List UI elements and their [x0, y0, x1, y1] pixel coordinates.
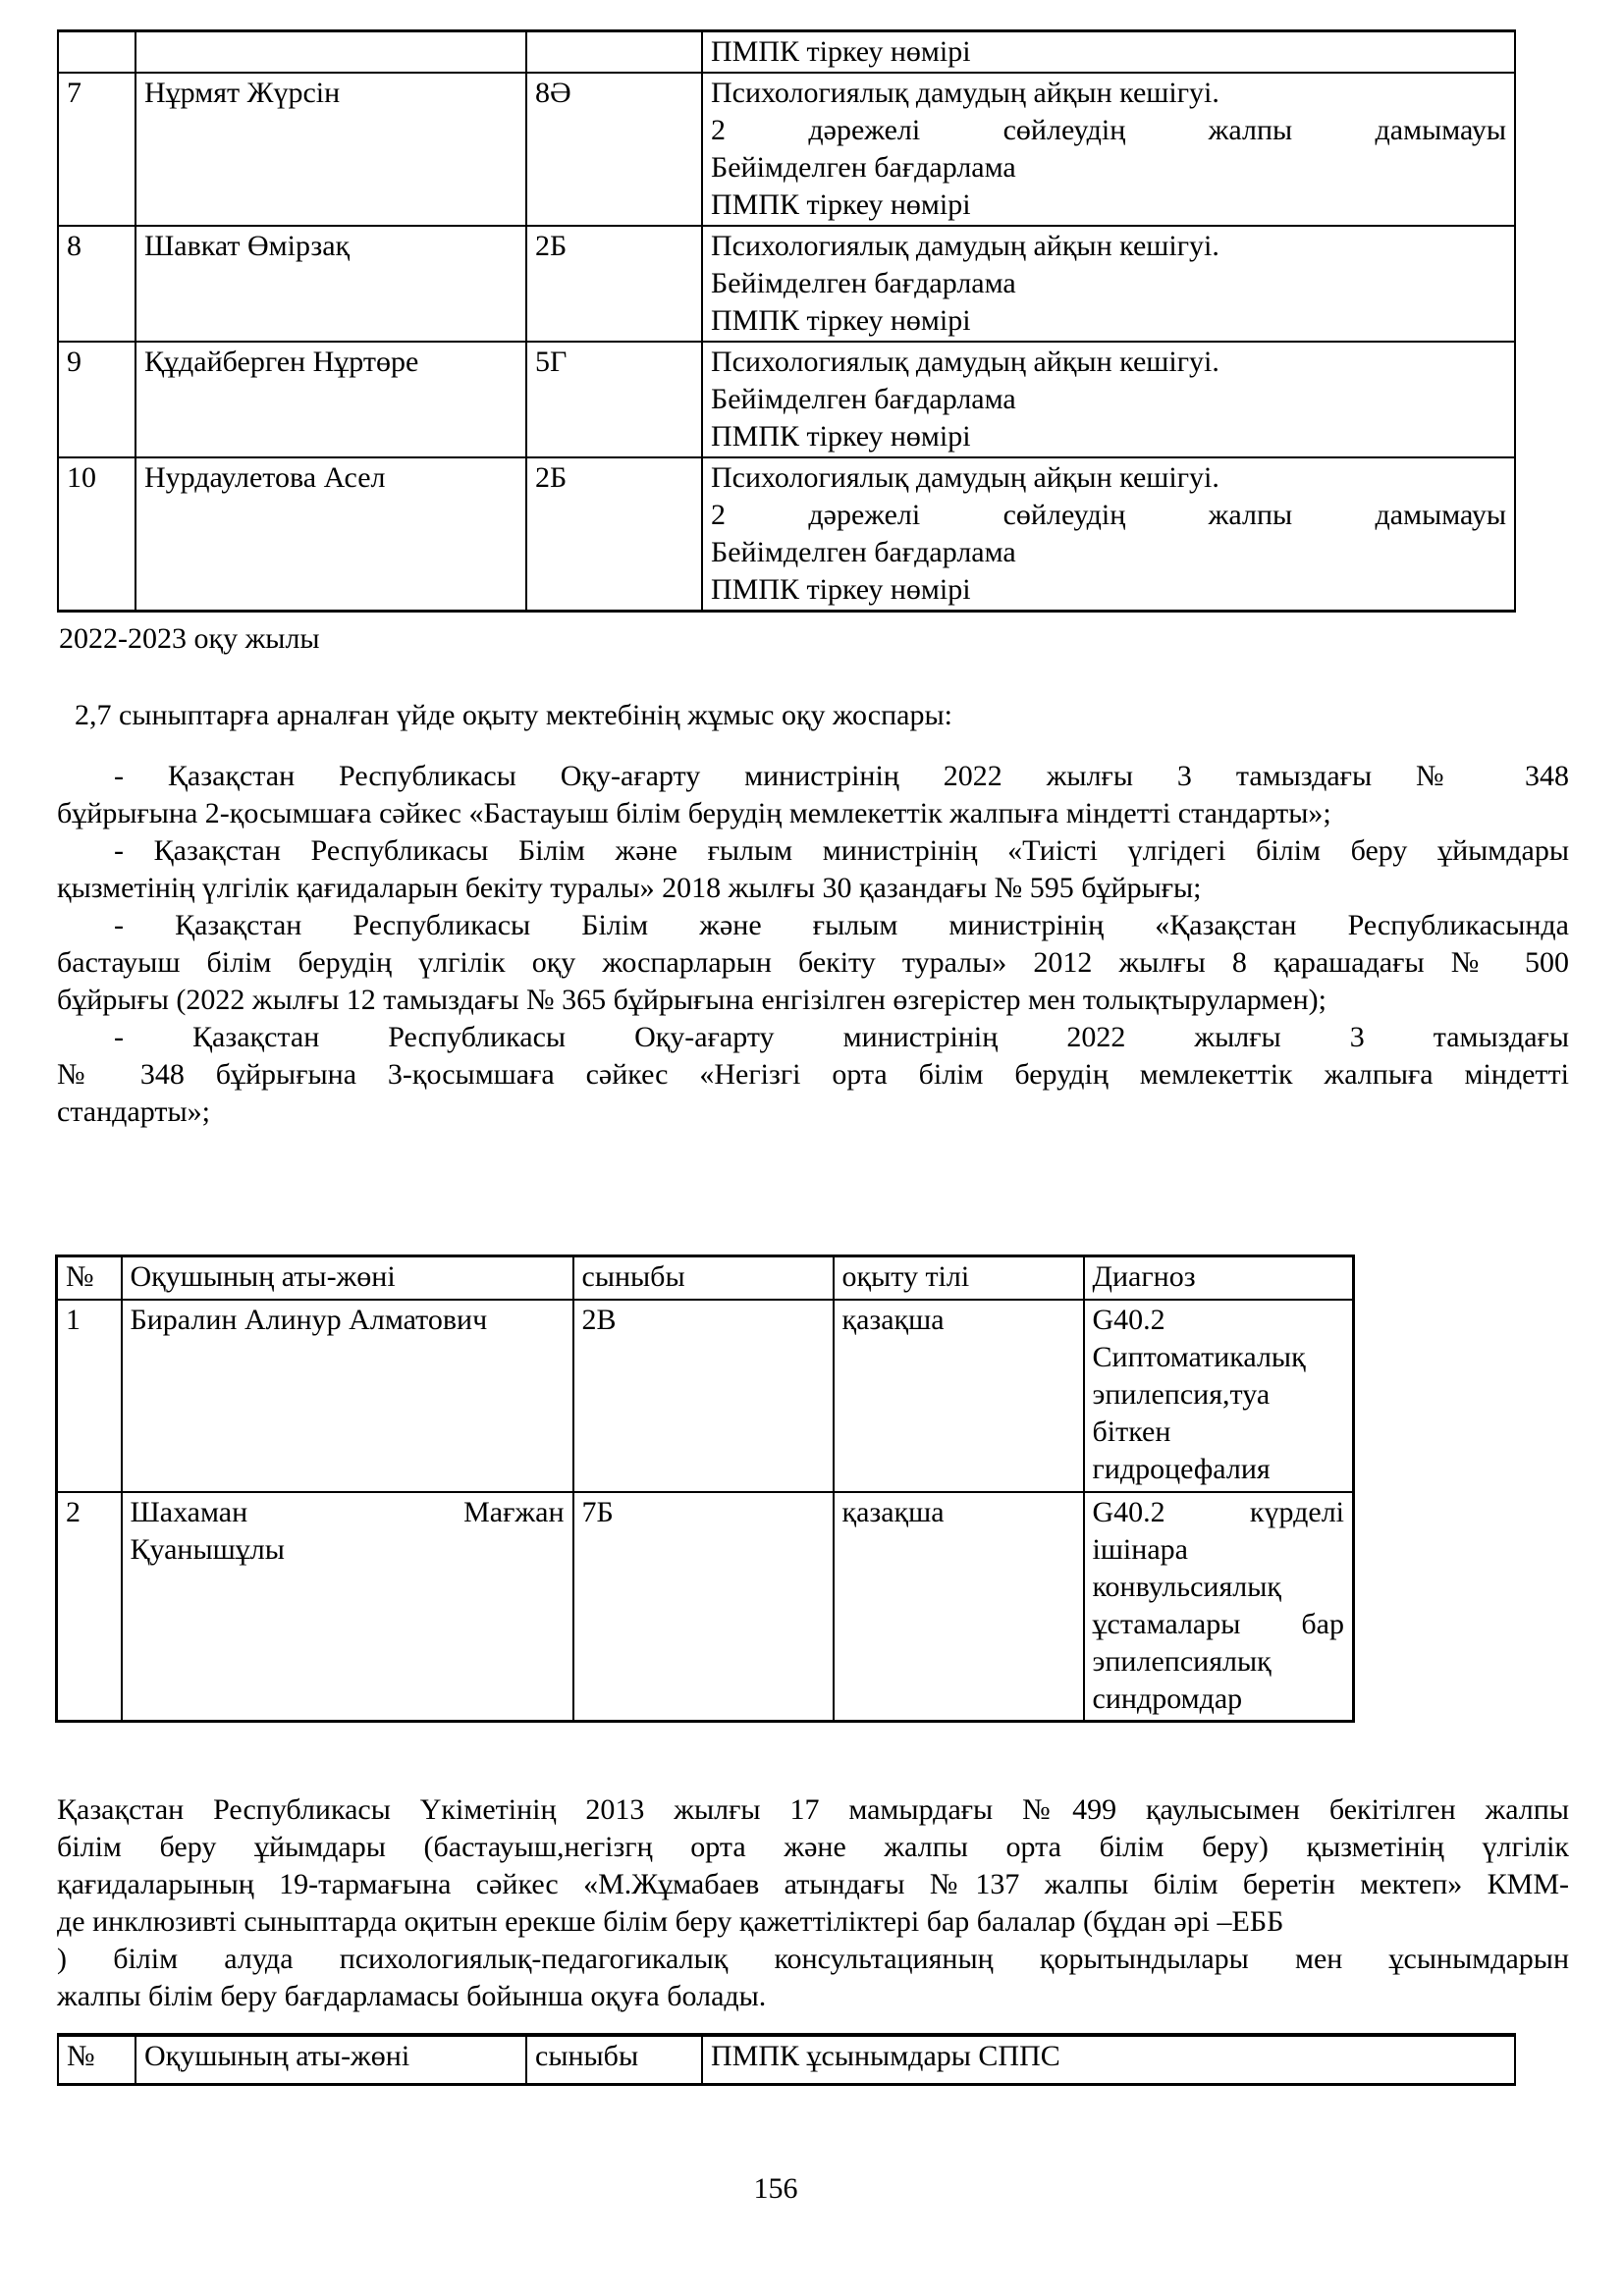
cell-number: 7: [58, 73, 135, 226]
diagnosis-line: ПМПК тіркеу нөмірі: [711, 573, 971, 606]
cell-diagnosis: [1084, 1300, 1354, 1492]
column-header-number: №: [58, 2035, 135, 2084]
cell-student-name: Нурдаулетова Асел: [135, 457, 526, 612]
diagnosis-line: конвульсиялық: [1092, 1570, 1281, 1603]
cell-number: 1: [57, 1300, 122, 1492]
table-row: [58, 73, 1515, 226]
cell-diagnosis: [702, 457, 1515, 612]
paragraph-line: де инклюзивті сыныптарда оқитын ерекше білім беру қажеттіліктері бар балалар (бұдан әрі –ЕББ: [57, 1905, 1284, 1938]
table-header-row: [58, 2035, 1515, 2084]
table-row: [57, 1300, 1354, 1492]
diagnosis-line: G40.2 күрделі: [1092, 1495, 1344, 1528]
paragraph-line: ) білім алуда психологиялық-педагогикалық консультацияның қорытындылары мен ұсынымдарын: [57, 1943, 1569, 1975]
diagnosis-line: Психологиялық дамудың айқын кешігуі.: [711, 77, 1219, 109]
name-line: Шахаман Мағжан: [130, 1495, 565, 1528]
diagnosis-line: 2 дәрежелі сөйлеудің жалпы дамымауы: [711, 114, 1506, 146]
paragraph-line: бұйрығы (2022 жылғы 12 тамыздағы № 365 бұйрығына енгізілген өзгерістер мен толықтырулармен);: [57, 984, 1326, 1016]
diagnosis-line: ПМПК тіркеу нөмірі: [711, 304, 971, 337]
inclusive-students-table: [55, 1255, 1355, 1723]
paragraph-line: - Қазақстан Республикасы Оқу-ағарту министрінің 2022 жылғы 3 тамыздағы: [114, 1021, 1569, 1053]
paragraph-line: Қазақстан Республикасы Үкіметінің 2013 жылғы 17 мамырдағы №499 қаулысымен бекітілген жалпы: [57, 1793, 1569, 1826]
cell-class: 7Б: [573, 1492, 834, 1722]
diagnosis-line: эпилепсиялық: [1092, 1644, 1272, 1678]
cell-class: 2В: [573, 1300, 834, 1492]
legal-basis-item: [57, 1019, 1569, 1131]
diagnosis-line: Бейімделген бағдарлама: [711, 383, 1016, 415]
diagnosis-line: Психологиялық дамудың айқын кешігуі.: [711, 461, 1219, 494]
diagnosis-line: ПМПК тіркеу нөмірі: [711, 420, 971, 453]
cell-class: [526, 31, 702, 74]
diagnosis-line: эпилепсия,туа: [1092, 1377, 1271, 1411]
diagnosis-line: Бейімделген бағдарлама: [711, 267, 1016, 299]
diagnosis-line: G40.2: [1092, 1303, 1165, 1336]
paragraph-line: - Қазақстан Республикасы Оқу-ағарту министрінің 2022 жылғы 3 тамыздағы № 348: [114, 760, 1569, 792]
paragraph-line: қағидаларының 19-тармағына сәйкес «М.Жұмабаев атындағы №137 жалпы білім беретін мектеп» КММ-: [57, 1868, 1569, 1900]
cell-number: [58, 31, 135, 74]
cell-student-name: [135, 31, 526, 74]
diagnosis-line: ПМПК тіркеу нөмірі: [711, 188, 971, 221]
cell-diagnosis: [702, 73, 1515, 226]
cell-student-name: Шавкат Өмірзақ: [135, 226, 526, 342]
cell-student-name: Құдайберген Нұртөре: [135, 342, 526, 457]
table-row: [58, 457, 1515, 612]
column-header-class: сыныбы: [526, 2035, 702, 2084]
cell-number: 10: [58, 457, 135, 612]
diagnosis-line: ішінара: [1092, 1532, 1188, 1566]
diagnosis-line: гидроцефалия: [1092, 1452, 1271, 1485]
table-header-row: [57, 1256, 1354, 1300]
students-table-continued: [57, 29, 1516, 613]
paragraph-line: бұйрығына 2-қосымшаға сәйкес «Бастауыш білім берудің мемлекеттік жалпыға міндетті стандарты»;: [57, 797, 1331, 829]
column-header-student-name: Оқушының аты-жөні: [135, 2035, 526, 2084]
column-header-diagnosis: Диагноз: [1084, 1256, 1354, 1300]
legal-basis-list: [57, 758, 1569, 1131]
cell-class: 8Ә: [526, 73, 702, 226]
cell-diagnosis: [702, 342, 1515, 457]
column-header-number: №: [57, 1256, 122, 1300]
cell-number: 8: [58, 226, 135, 342]
paragraph-line: бастауыш білім берудің үлгілік оқу жоспарларын бекіту туралы» 2012 жылғы 8 қарашадағы № 500: [57, 946, 1569, 979]
cell-diagnosis: [1084, 1492, 1354, 1722]
paragraph-line: - Қазақстан Республикасы Білім және ғылым министрінің «Қазақстан Республикасында: [114, 909, 1569, 941]
table-row: [58, 31, 1515, 74]
cell-number: 2: [57, 1492, 122, 1722]
paragraph-line: № 348 бұйрығына 3-қосымшаға сәйкес «Негізгі орта білім берудің мемлекеттік жалпыға міндетті: [57, 1058, 1569, 1091]
cell-student-name: [122, 1300, 573, 1492]
name-line: Биралин Алинур Алматович: [130, 1303, 488, 1336]
diagnosis-line: Психологиялық дамудың айқын кешігуі.: [711, 346, 1219, 378]
diagnosis-line: Психологиялық дамудың айқын кешігуі.: [711, 230, 1219, 262]
diagnosis-line: ұстамалары бар: [1092, 1607, 1344, 1640]
legal-basis-item: [57, 832, 1569, 907]
diagnosis-line: 2 дәрежелі сөйлеудің жалпы дамымауы: [711, 499, 1506, 531]
column-header-pmpk-recommendations: ПМПК ұсынымдары СППС: [702, 2035, 1515, 2084]
column-header-class: сыныбы: [573, 1256, 834, 1300]
diagnosis-line: Сиптоматикалық: [1092, 1340, 1306, 1373]
cell-language: қазақша: [834, 1300, 1084, 1492]
paragraph-line: қызметінің үлгілік қағидаларын бекіту туралы» 2018 жылғы 30 қазандағы № 595 бұйрығы;: [57, 872, 1202, 904]
column-header-student-name: Оқушының аты-жөні: [122, 1256, 573, 1300]
column-header-language: оқыту тілі: [834, 1256, 1084, 1300]
cell-student-name: [122, 1492, 573, 1722]
cell-class: 2Б: [526, 457, 702, 612]
curriculum-plan-title: 2,7 сыныптарға арналған үйде оқыту мектебінің жұмыс оқу жоспары:: [75, 699, 952, 731]
cell-language: қазақша: [834, 1492, 1084, 1722]
cell-class: 5Г: [526, 342, 702, 457]
cell-student-name: Нұрмят Жүрсін: [135, 73, 526, 226]
cell-class: 2Б: [526, 226, 702, 342]
legal-basis-item: [57, 758, 1569, 832]
diagnosis-line: Бейімделген бағдарлама: [711, 151, 1016, 184]
cell-diagnosis: [702, 31, 1515, 74]
diagnosis-line: синдромдар: [1092, 1682, 1243, 1715]
page-number: 156: [753, 2171, 798, 2205]
paragraph-line: білім беру ұйымдары (бастауыш,негізгң орта және жалпы орта білім беру) қызметінің үлгілік: [57, 1831, 1569, 1863]
table-row: [58, 342, 1515, 457]
pmpk-recommendations-table: [57, 2033, 1516, 2086]
paragraph-line: - Қазақстан Республикасы Білім және ғылым министрінің «Тиісті үлгідегі білім беру ұйымдары: [114, 834, 1569, 867]
paragraph-line: стандарты»;: [57, 1095, 210, 1128]
cell-number: 9: [58, 342, 135, 457]
diagnosis-line: Бейімделген бағдарлама: [711, 536, 1016, 568]
table-row: [58, 226, 1515, 342]
closing-paragraph: [57, 1791, 1569, 2015]
diagnosis-line: ПМПК тіркеу нөмірі: [711, 35, 971, 68]
diagnosis-line: біткен: [1092, 1415, 1171, 1448]
cell-diagnosis: [702, 226, 1515, 342]
table-row: [57, 1492, 1354, 1722]
paragraph-line: жалпы білім беру бағдарламасы бойынша оқуға болады.: [57, 1980, 767, 2012]
school-year-label: 2022-2023 оқу жылы: [59, 622, 320, 655]
legal-basis-item: [57, 907, 1569, 1019]
name-line: Қуанышұлы: [130, 1532, 285, 1566]
